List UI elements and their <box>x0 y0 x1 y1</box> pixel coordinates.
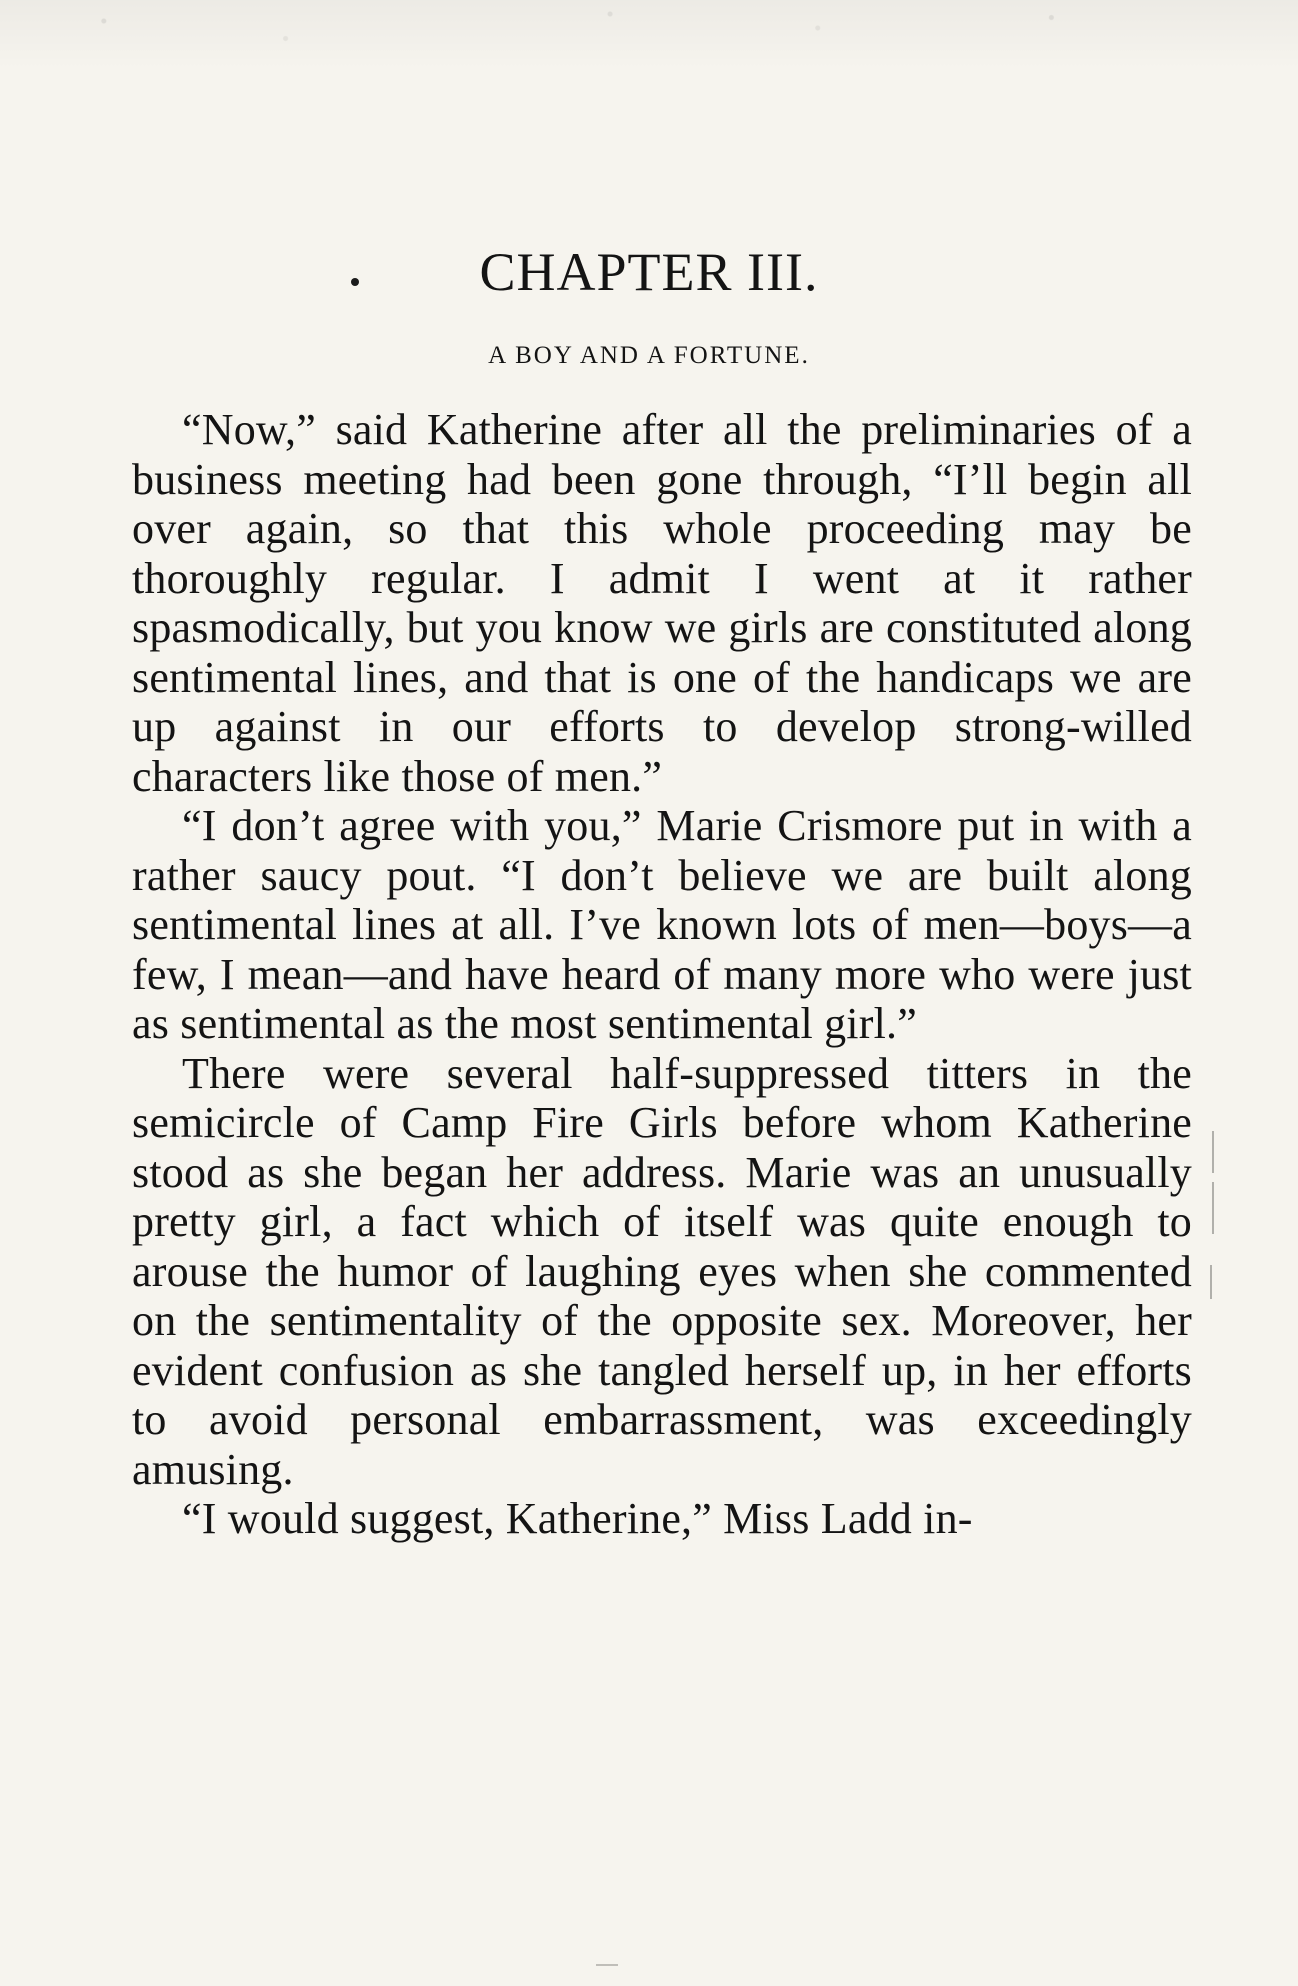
chapter-title: CHAPTER III. <box>479 242 819 302</box>
margin-mark <box>1212 1131 1214 1173</box>
bottom-mark <box>596 1964 618 1966</box>
paragraph-2: “I don’t agree with you,” Marie Crismore put in with a rather saucy pout. “I don’t believe we are built along sentimental lines at all. I’ve known lots of men—boys—a few, I mean—and have heard of many more who were just as sentimental as the most sentimental girl.” <box>132 801 1192 1048</box>
chapter-body <box>132 405 1192 1544</box>
margin-mark <box>1212 1182 1214 1234</box>
paragraph-1: “Now,” said Katherine after all the preliminaries of a business meeting had been gone through, “I’ll begin all over again, so that this whole proceeding may be thoroughly regular. I admit I went at it rather spasmodically, but you know we girls are constituted along sentimental lines, and that is one of the handicaps we are up against in our efforts to develop strong-willed characters like those of men.” <box>132 405 1192 801</box>
paragraph-3: There were several half-suppressed titters in the semicircle of Camp Fire Girls before whom Katherine stood as she began her address. Marie was an unusually pretty girl, a fact which of itself was quite enough to arouse the humor of laughing eyes when she commented on the sentimentality of the opposite sex. Moreover, her evident confusion as she tangled herself up, in her efforts to avoid personal embarrassment, was exceedingly amusing. <box>132 1048 1192 1494</box>
paragraph-4-start: “I would suggest, Katherine,” Miss Ladd in- <box>182 1494 973 1543</box>
scan-noise <box>0 0 1298 70</box>
margin-mark <box>1210 1265 1212 1299</box>
chapter-subtitle: A BOY AND A FORTUNE. <box>488 342 810 369</box>
